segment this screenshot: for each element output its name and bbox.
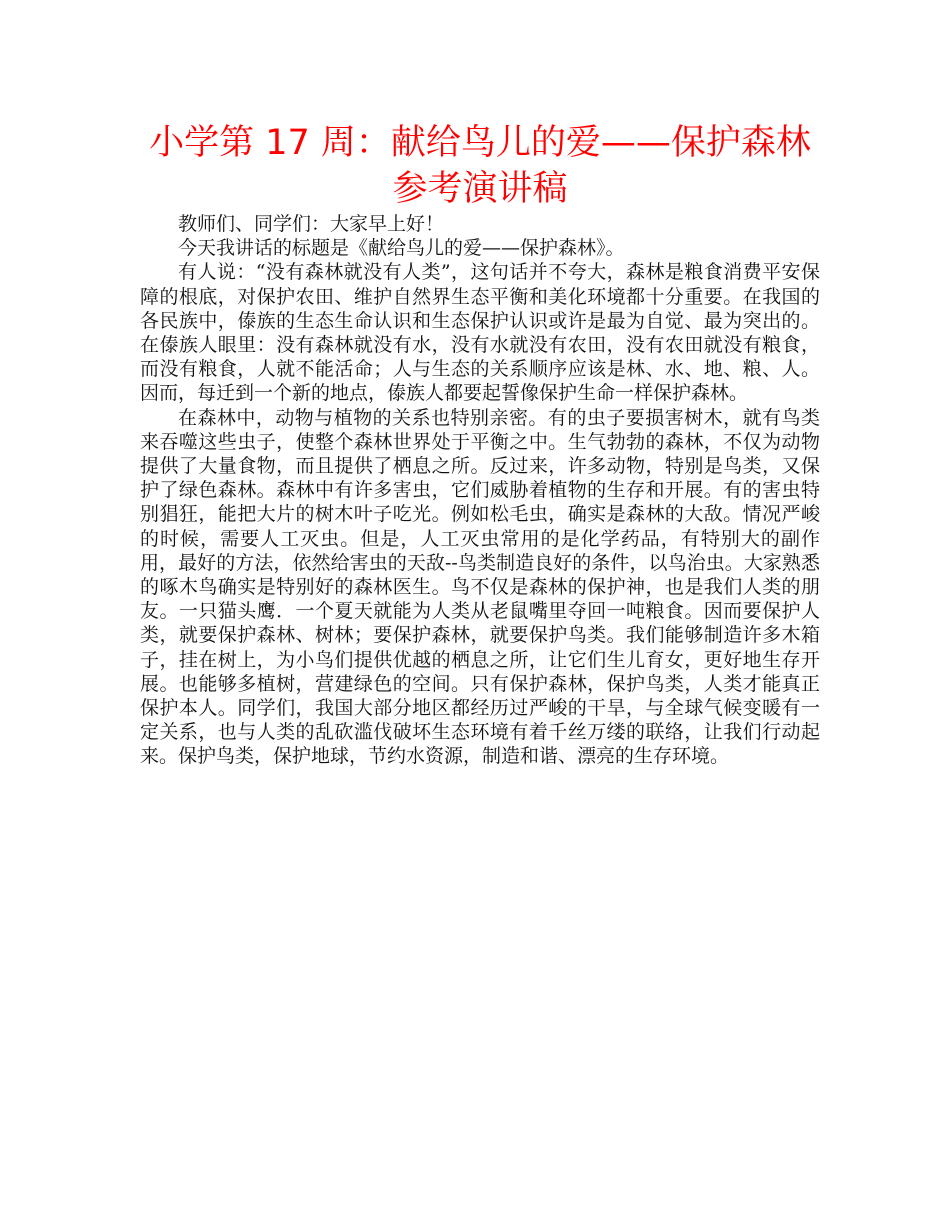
paragraph-birds-and-forest: 在森林中，动物与植物的关系也特别亲密。有的虫子要损害树木，就有鸟类来吞噬这些虫子，使整个森林世界处于平衡之中。生气勃勃的森林，不仅为动物提供了大量食物，而且提供了栖息之所。反过来，许多动物，特别是鸟类，又保护了绿色森林。森林中有许多害虫，它们威胁着植物的生存和开展。有的害虫特别猖狂，能把大片的树木叶子吃光。例如松毛虫，确实是森林的大敌。情况严峻的时候，需要人工灭虫。但是，人工灭虫常用的是化学药品，有特别大的副作用，最好的方法，依然给害虫的天敌--鸟类制造良好的条件，以鸟治虫。大家熟悉的啄木鸟确实是特别好的森林医生。鸟不仅是森林的保护神，也是我们人类的朋友。一只猫头鹰．一个夏天就能为人类从老鼠嘴里夺回一吨粮食。因而要保护人类，就要保护森林、树林；要保护森林，就要保护鸟类。我们能够制造许多木箱子，挂在树上，为小鸟们提供优越的栖息之所，让它们生儿育女，更好地生存开展。也能够多植树，营建绿色的空间。只有保护森林，保护鸟类，人类才能真正保护本人。同学们，我国大部分地区都经历过严峻的干旱，与全球气候变暖有一定关系，也与人类的乱砍滥伐破坏生态环境有着千丝万缕的联络，让我们行动起来。保护鸟类，保护地球，节约水资源，制造和谐、漂亮的生存环境。	[140, 406, 820, 768]
paragraph-dai-people: 有人说：“没有森林就没有人类”，这句话并不夸大，森林是粮食消费平安保障的根底，对保护农田、维护自然界生态平衡和美化环境都十分重要。在我国的各民族中，傣族的生态生命认识和生态保护认识或许是最为自觉、最为突出的。在傣族人眼里：没有森林就没有水，没有水就没有农田，没有农田就没有粮食，而没有粮食，人就不能活命；人与生态的关系顺序应该是林、水、地、粮、人。因而，每迁到一个新的地点，傣族人都要起誓像保护生命一样保护森林。	[140, 261, 820, 405]
document-title	[140, 120, 820, 212]
paragraph-topic: 今天我讲话的标题是《献给鸟儿的爱——保护森林》。	[178, 237, 625, 260]
title-line-2: 参考演讲稿	[392, 169, 568, 209]
speech-body	[140, 212, 820, 769]
document-page	[140, 120, 820, 769]
paragraph-greeting: 教师们、同学们：大家早上好！	[178, 213, 445, 235]
title-line-1: 小学第 17 周：献给鸟儿的爱——保护森林	[149, 123, 811, 163]
